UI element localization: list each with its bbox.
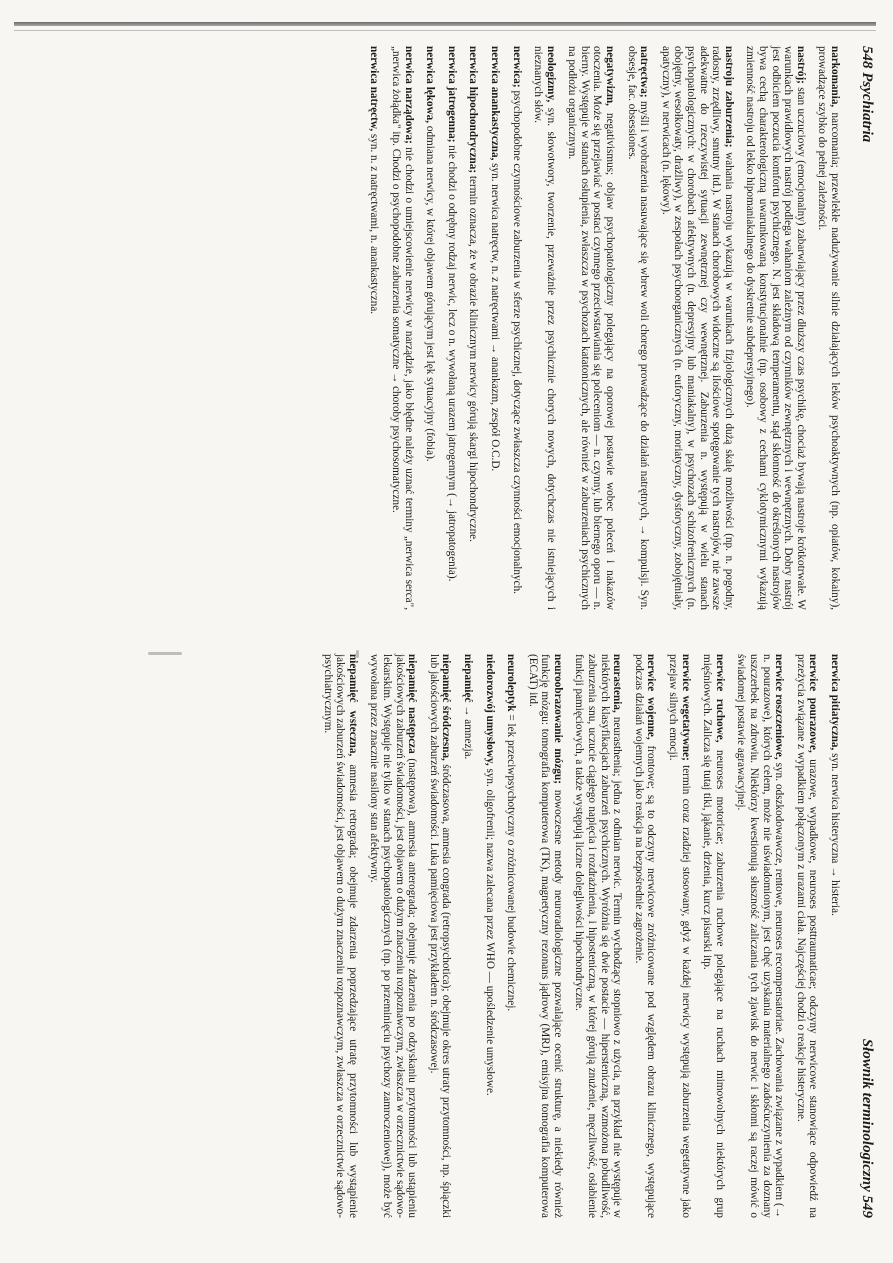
entry-term: niepamięć [461, 654, 474, 703]
dictionary-entry [368, 46, 381, 610]
entry-term: nerwica natręctw, [368, 46, 381, 132]
rotated-book-spread [0, 28, 893, 1238]
right-page [0, 636, 893, 1236]
entry-text: syn. nerwica histeryczna → histeria. [829, 750, 841, 916]
entry-text: narcomania; przewlekłe nadużywanie silnie działających leków psychoaktywnych (np. opiatów, kokainy), prowadzące szybko do pełnej zależności. [816, 46, 841, 610]
entry-text: → amnezja. [461, 702, 474, 760]
dictionary-entry [573, 654, 623, 1218]
entry-term: nerwica pitiatyczna, [829, 654, 841, 751]
entry-term: neurastenia, [611, 654, 624, 713]
entry-text: myśli i wyobrażenia nasuwające się wbrew woli chorego prowadzące do działań natrętnych, → kompulsji. Syn. obsesje, fac. obsessiones. [625, 46, 651, 610]
dictionary-entry [828, 654, 841, 1218]
entry-text: urazowe, wypadkowe, neuroses posttraumaticae; odczyny nerwicowe stanowiące odpowiedź na przeżycia związane z wypadkiem połączonym z urazami ciała. Najczęściej chodzi o reakcje histeryczne. [794, 654, 820, 1218]
dictionary-entry [632, 654, 657, 1218]
entry-text: syn. nerwica natręctw, n. z natręctwami → anankazm, zespół O.C.D. [488, 160, 501, 472]
entry-text: syn. odszkodowawcze, rentowe, neuroses recompensatoriae. Zachowania związane z wypadkiem (→ n. pourazowe), których celem, może nie uświadomionym, jest chęć uzyskania materialnego zadośćuczynienia za doznany uszczerbek na zdrowiu. Niektórzy kwestionują słuszność zaliczania tych zjawisk do nerwic i skłonni są raczej mówić o świadomej postawie agrawacyjnej. [735, 654, 786, 1218]
entry-text: (następowa), amnesia anterograda; obejmuje zdarzenia po odzyskaniu przytomności lub ustąpieniu jakościowych zaburzeń świadomości, jest objawem o dużym znaczeniu rozpoznawczym, zwłaszcza w orzecznictwie sądowo-lekarskim. Występuje nie tylko w stanach psychopatologicznych (np. po przeminięciu psychozy zamroczeniowej), może być wywołana przez znacznie nasilony stan afektywny. [368, 654, 419, 1219]
entry-text: stan uczuciowy (emocjonalny) zabarwiający przez dłuższy czas psychikę, chociaż bywają nastroje krótkotrwałe. W warunkach prawidłowych nastrój podlega wahaniom zależnym od czynników zewnętrznych i wewnętrznych. Dobry nastrój jest odbiciem poczucia komfortu psychicznego. N. jest składową temperamentu, stąd skłonność do określonych nastrojów bywa cechą charakterologiczną uwarunkowaną konstytucjonalnie (np. osobowy z cechami cyklotymicznymi wykazują zmienność nastroju od lekko hipomaniakalnego do dyskretnie subdepresyjnego). [744, 46, 807, 610]
entry-term: nastrój; [794, 46, 807, 84]
entry-term: nerwica hipochondryczna; [467, 46, 480, 174]
entry-text: nowoczesne metody neuroradiologiczne pozwalające ocenić strukturę, a niekiedy również funkcję mózgu: tomografia komputerowa (TK), magnetyczny rezonans jądrowy (MRJ), emisyjna tomografia komputerowa (ECAT) itd. [526, 654, 564, 1218]
entry-term: narkomania, [829, 46, 841, 108]
entry-term: natręctwa; [638, 46, 651, 98]
entry-text: = lek przeciwpsychotyczny o zróżnicowanej budowie chemicznej. [505, 711, 518, 1012]
dictionary-entry [445, 46, 458, 610]
dictionary-entry [526, 654, 564, 1218]
dictionary-entry [389, 46, 414, 610]
entry-text: termin coraz rzadziej stosowany, gdyż w każdej nerwicy występują zaburzenia wegetatywne jako przejaw silnych emocji. [667, 654, 692, 1218]
entry-text: negativismus; objaw psychopatologiczny polegający na oporowej postawie wobec poleceń i nakazów otoczenia. Może się przejawiać w postaci czynnego przeciwstawiania się poleceniom — n. czynny, lub biernego oporu — n. bierny. Występuje w stanach osłupienia, zwłaszcza w psychozach katatonicznych, ale również w zaburzeniach psychicznych na podłożu organicznym. [566, 46, 617, 610]
dictionary-entry [735, 654, 785, 1218]
dictionary-entry [467, 46, 480, 610]
left-page-column [359, 46, 841, 610]
dictionary-entry [483, 654, 496, 1218]
left-page-header: 548 Psychiatria [859, 46, 875, 143]
dictionary-entry [488, 46, 501, 610]
dictionary-entry [510, 46, 523, 610]
entry-term: nerwica jatrogenna; [445, 46, 458, 143]
dictionary-entry [321, 654, 359, 1218]
entry-text: frontowe; są to odczyny nerwicowe zróżnicowane pod względem obrazu klinicznego, występujące podczas działań wojennych jako reakcja na bezpośrednie zagrożenie. [632, 654, 658, 1218]
entry-text: syn. słowotwory, tworzenie, przeważnie przez psychicznie chorych nowych, dotychczas nie istniejących i nieznanych słów. [532, 46, 557, 610]
entry-term: nerwica; [510, 46, 523, 88]
dictionary-entry [566, 46, 616, 610]
entry-term: nerwice pourazowe, [807, 654, 820, 753]
entry-text: amnesia retrograda; obejmuje zdarzenia poprzedzające utratę przytomności lub wystąpienie jakościowych zaburzeń świadomości, jest objawem o dużym znaczeniu rozpoznawczym, zwłaszcza w orzecznictwie sądowo-psychiatrycznym. [321, 654, 359, 1218]
entry-term: nerwica anankastyczna, [488, 46, 501, 161]
dictionary-entry [427, 654, 452, 1218]
dictionary-entry [461, 654, 474, 1218]
entry-term: nerwice roszczeniowe, [773, 654, 786, 760]
entry-term: niepamięć śródczesna, [440, 654, 453, 761]
entry-text: neuroses motoricae; zaburzenia ruchowe polegające na ruchach mimowolnych niektórych grup mięśniowych. Zalicza się tutaj tiki, jąkanie, drżenia, kurcz pisarski itp. [701, 654, 726, 1218]
dictionary-entry [505, 654, 518, 1218]
entry-term: neologizmy, [544, 46, 557, 103]
entry-text: wahania nastroju wykazują w warunkach fizjologicznych dużą skalę możliwości (np. n. pogodny, radosny, zrzędliwy, smutny itd.). W stanach chorobowych widoczne są ilościowe spotęgowanie tych nastrojów, nie zawsze adekwatne do rzeczywistej sytuacji zewnętrznej czy wewnętrznej. Zaburzenia n. występują w wielu stanach psychopatologicznych: w chorobach afektywnych (n. depresyjny lub maniakalny), w psychozach schizofrenicznych (n. obojętny, wesołkowaty, drażliwy), w zespołach psychoorganicznych (n. euforyczny, moriatyczny, dysforyczny, zobojętniały, apatyczny), w nerwicach (n. lękowy). [659, 46, 735, 610]
entry-term: nerwice wegetatywne; [679, 654, 692, 761]
right-page-header: Słownik terminologiczny 549 [859, 1038, 875, 1218]
entry-text: nie chodzi o odrębny rodzaj nerwic, lecz o n. wywołaną urazem jatrogennym (→ jatropatogenia). [445, 142, 458, 582]
entry-text: nie chodzi o umiejscowienie nerwicy w narządzie, jako błędne należy uznać terminy „nerwica serca", „nerwica żołądka" itp. Chodzi o psychopodobne zaburzenia somatyczne → choroby psychosomatyczne. [389, 46, 415, 610]
entry-text: odmiana nerwicy, w której objawem górującym jest lęk sytuacyjny (fobia). [424, 123, 437, 462]
entry-text: psychopodobne czynnościowe zaburzenia w sferze psychicznej, dotyczące zwłaszcza czynności emocjonalnych. [510, 87, 523, 594]
entry-term: nastroju zaburzenia; [722, 46, 735, 148]
dictionary-entry [532, 46, 557, 610]
entry-text: neurasthenia; jedna z odmian nerwic. Termin wychodzący stopniowo z użycia, na przykład nie występuje w niektórych klasyfikacjach zaburzeń psychicznych. Wyróżnia się dwie postacie — hipersteniczną, wzmożona pobudliwość, zaburzenia snu, uczucie ciągłego napięcia i rozdrażnienia, i hiposteniczną, w której górują znużenie, męczliwość, osłabienie funkcji pamięciowych, a także występują liczne dolegliwości hipochondryczne. [573, 654, 624, 1218]
dictionary-entry [368, 654, 418, 1218]
dictionary-entry [424, 46, 437, 610]
dictionary-entry [701, 654, 726, 1218]
left-page [0, 28, 893, 628]
entry-term: niepamięć wsteczna, [346, 654, 359, 757]
dictionary-entry [794, 654, 819, 1218]
dictionary-entry [666, 654, 691, 1218]
entry-term: negatywizm, [604, 46, 617, 106]
dictionary-entry [659, 46, 735, 610]
entry-text: termin oznacza, że w obrazie klinicznym nerwicy górują skargi hipochondryczne. [467, 173, 480, 542]
entry-text: syn. oligofrenii; nazwa zalecana przez WHO — upośledzenie umysłowe. [483, 765, 496, 1096]
dictionary-entry [625, 46, 650, 610]
entry-text: śródczasowa, amnesia congrada (retropsychotica); obejmuje okres utraty przytomności, np. śpiączki lub jakościowych zaburzeń świadomości. Luka pamięciowa jest przykładem n. śródczasowej. [427, 654, 453, 1218]
dictionary-entry [816, 46, 841, 610]
entry-term: niepamięć następcza [406, 654, 419, 754]
entry-term: neuroobrazowanie mózgu; [551, 654, 564, 784]
entry-term: nerwica narządowa; [402, 46, 415, 144]
entry-text: syn. n. z natręctwami, n. anankastyczna. [368, 131, 381, 315]
entry-term: nerwice wojenne, [645, 654, 658, 740]
entry-term: nerwica lękowa, [424, 46, 437, 124]
dictionary-entry [744, 46, 807, 610]
scan-edge-line [14, 22, 876, 26]
entry-term: nerwice ruchowe, [713, 654, 726, 743]
entry-term: niedorozwój umysłowy, [483, 654, 496, 766]
entry-term: neuroleptyk [505, 654, 518, 712]
right-page-column [312, 654, 841, 1218]
